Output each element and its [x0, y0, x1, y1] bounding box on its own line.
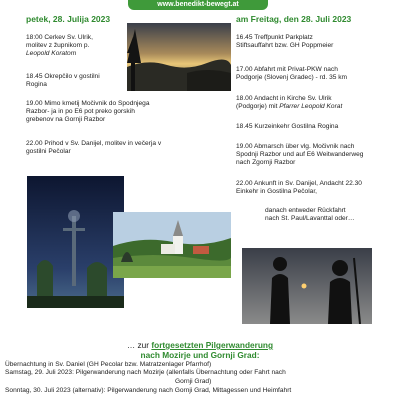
left-block-3-line-2: Razbor- ja in po E6 pot preko gorskih	[26, 108, 135, 116]
right-block-1	[236, 34, 333, 50]
left-block-3	[26, 100, 150, 125]
right-block-5-line-3: nach Zgornji Razbor	[236, 159, 296, 167]
right-block-7-line-2: nach St. Paul/Lavanttal oder…	[265, 215, 355, 223]
right-block-6-line-1: 22.00 Ankunft in Sv. Danijel, Andacht 22.30	[236, 180, 362, 187]
pilgrimage-title-line-1	[0, 340, 400, 350]
right-block-6	[236, 180, 362, 196]
silhouettes-image	[242, 248, 372, 324]
left-block-4-line-1: 22.00 Prihod v Sv. Danijel, molitev in večerja v	[26, 140, 162, 147]
right-block-2-line-2: Podgorje (Slovenj Gradec) - rd. 35 km	[236, 74, 348, 82]
left-block-1-line-1: 18:00 Cerkev Sv. Ulrik,	[26, 34, 93, 41]
pilgrimage-line-3: Gornji Grad)	[175, 378, 212, 385]
church-photo	[113, 212, 231, 278]
left-heading: petek, 28. Julija 2023	[26, 14, 111, 24]
pilgrimage-line-1: Übernachtung in Sv. Daniel (GH Pecolar bzw. Matratzenlager Pfarrhof)	[5, 361, 212, 368]
right-block-3-line-2	[236, 103, 342, 111]
pilgrimage-title-line-2: nach Mozirje und Gornji Grad:	[140, 350, 260, 360]
left-block-2-line-2: Rogina	[26, 81, 47, 89]
left-block-3-line-3: grebenov na Gornji Razbor	[26, 116, 106, 124]
left-block-1	[26, 34, 93, 59]
pilgrimage-line-2: Samstag, 29. Juli 2023: Pilgerwanderung nach Mozirje (allenfalls Übernachtung oder Fahrt nach	[5, 369, 286, 376]
pastor-name-de: Pfarrer Leopold Korat	[279, 103, 343, 111]
left-block-1-line-3	[26, 50, 93, 58]
pilgrimage-title	[0, 340, 400, 360]
left-block-4-line-2: gostilni Pečolar	[26, 148, 71, 156]
right-block-2	[236, 66, 347, 82]
right-heading: am Freitag, den 28. Juli 2023	[236, 14, 352, 24]
left-block-2-line-1: 18.45 Okrepčilo v gostilni	[26, 73, 100, 80]
right-block-4	[236, 123, 338, 131]
silhouettes-photo	[242, 248, 372, 324]
night-cross-image	[27, 176, 124, 308]
night-cross-photo	[27, 176, 124, 308]
left-block-2	[26, 73, 100, 89]
right-block-3-line-1: 18.00 Andacht in Kirche Sv. Ulrik	[236, 95, 332, 102]
right-block-7-line-1: danach entweder Rückfahrt	[265, 207, 346, 214]
left-block-3-line-1: 19.00 Mimo kmetij Močivnik do Spodnjega	[26, 100, 150, 107]
right-block-4-line-1: 18.45 Kurzeinkehr Gostilna Rogina	[236, 123, 339, 130]
left-block-4	[26, 140, 161, 156]
right-block-2-line-1: 17.00 Abfahrt mit Privat-PKW nach	[236, 66, 338, 73]
right-block-3	[236, 95, 342, 111]
pilgrimage-line-4: Sonntag, 30. Juli 2023 (alternativ): Pilgerwanderung nach Gornji Grad, Mittagessen und Heimfahrt	[5, 387, 292, 394]
sunset-photo-image	[127, 23, 231, 91]
right-block-7	[265, 207, 354, 223]
sunset-photo	[127, 23, 231, 91]
header-url[interactable]: www.benedikt-bewegt.at	[157, 1, 239, 8]
right-block-3-line-2-prefix: (Podgorje) mit	[236, 103, 280, 111]
right-block-5-line-1: 19.00 Abmarsch über vlg. Močivnik nach	[236, 143, 355, 150]
pastor-name: Leopold Koratom	[26, 50, 77, 58]
church-image	[113, 212, 231, 278]
right-block-6-line-2: Einkehr in Gostilna Pečolar,	[236, 188, 317, 196]
right-block-5	[236, 143, 363, 168]
pilgrimage-title-prefix: … zur	[126, 340, 152, 350]
right-block-5-line-2: Spodnji Razbor und auf E6 Weitwanderweg	[236, 151, 364, 159]
right-block-1-line-2: Stiftsauffahrt bzw. GH Poppmeier	[236, 42, 334, 50]
right-block-1-line-1: 16.45 Treffpunkt Parkplatz	[236, 34, 313, 41]
pilgrimage-title-underlined: fortgesetzten Pilgerwanderung	[151, 340, 274, 350]
left-block-1-line-2: molitev z župnikom p.	[26, 42, 90, 50]
